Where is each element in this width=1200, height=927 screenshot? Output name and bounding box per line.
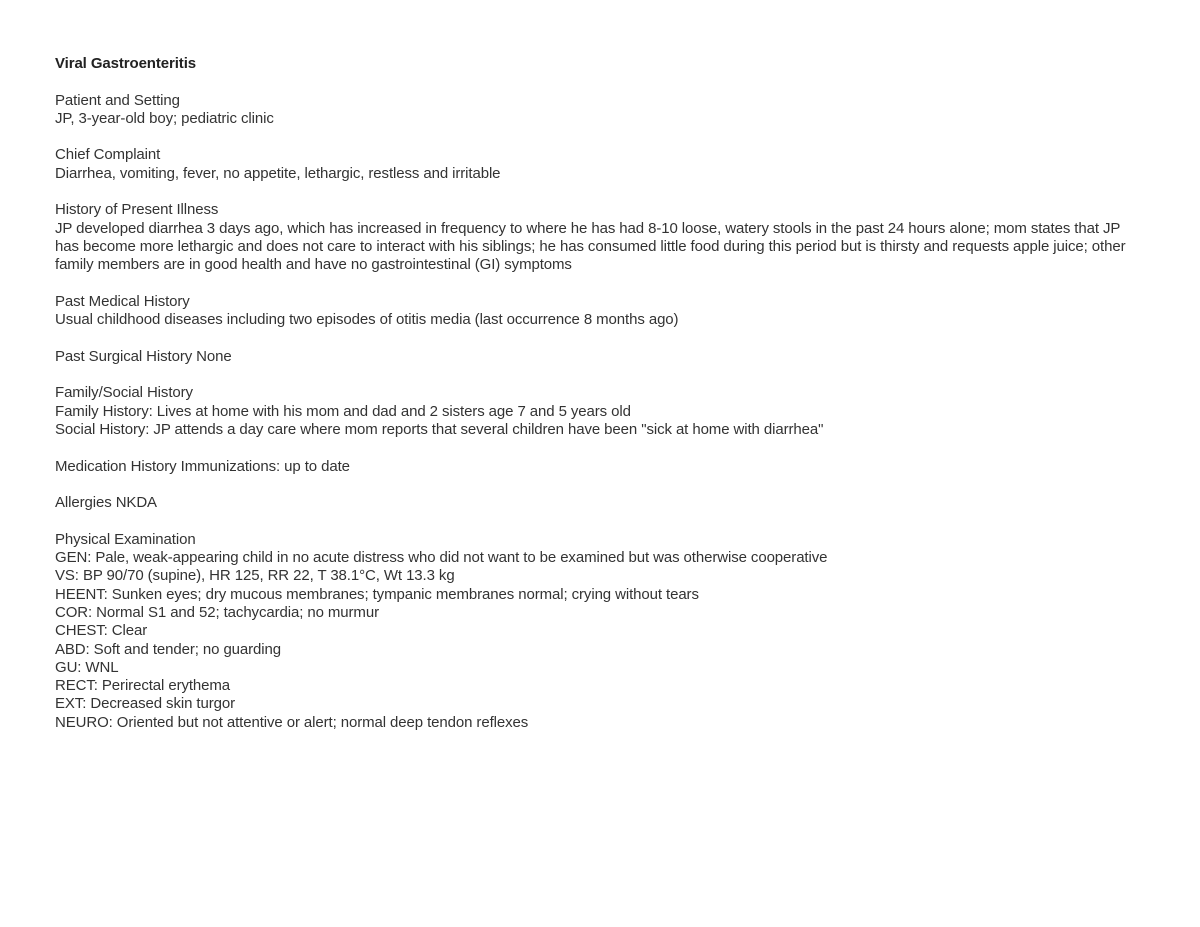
exam-cor: COR: Normal S1 and 52; tachycardia; no murmur: [55, 603, 379, 621]
section-family-social-history: [55, 384, 1145, 439]
exam-heent: HEENT: Sunken eyes; dry mucous membranes; tympanic membranes normal; crying without tears: [55, 585, 699, 603]
exam-vs: VS: BP 90/70 (supine), HR 125, RR 22, T 38.1°C, Wt 13.3 kg: [55, 567, 455, 585]
document-page: [55, 55, 1145, 750]
section-past-medical-history: [55, 293, 1145, 330]
section-past-surgical-history: [55, 348, 1145, 366]
section-text: Past Surgical History None: [55, 347, 232, 365]
exam-ext: EXT: Decreased skin turgor: [55, 695, 235, 713]
exam-abd: ABD: Soft and tender; no guarding: [55, 640, 282, 658]
section-allergies: [55, 494, 1145, 512]
section-heading: Chief Complaint: [55, 146, 161, 164]
exam-gen: GEN: Pale, weak-appearing child in no acute distress who did not want to be examined but was otherwise cooperative: [55, 549, 828, 567]
section-heading: History of Present Illness: [55, 201, 219, 219]
section-heading: Past Medical History: [55, 292, 190, 310]
section-chief-complaint: [55, 146, 1145, 183]
document-title: Viral Gastroenteritis: [55, 55, 197, 72]
section-text: Medication History Immunizations: up to date: [55, 457, 350, 475]
exam-chest: CHEST: Clear: [55, 622, 148, 640]
exam-rect: RECT: Perirectal erythema: [55, 677, 231, 695]
section-text: JP, 3-year-old boy; pediatric clinic: [55, 109, 274, 127]
section-text: Family History: Lives at home with his mom and dad and 2 sisters age 7 and 5 years old: [55, 402, 631, 420]
section-heading: Patient and Setting: [55, 91, 180, 109]
section-heading: Family/Social History: [55, 384, 193, 402]
exam-gu: GU: WNL: [55, 658, 119, 676]
section-text: Allergies NKDA: [55, 494, 157, 512]
section-text: Usual childhood diseases including two episodes of otitis media (last occurrence 8 months ago): [55, 311, 679, 329]
section-text: JP developed diarrhea 3 days ago, which has increased in frequency to where he has had 8-10 loose, watery stools in the past 24 hours alone; mom states that JP has become more lethargic and does not care to interact with his siblings; he has consumed little food during this period but is thirsty and requests apple juice; other family members are in good health and have no gastrointestinal (GI) symptoms: [55, 219, 1126, 274]
section-text: Social History: JP attends a day care where mom reports that several children have been "sick at home with diarrhea": [55, 420, 824, 438]
section-physical-examination: [55, 531, 1145, 732]
section-text: Diarrhea, vomiting, fever, no appetite, lethargic, restless and irritable: [55, 164, 501, 182]
section-heading: Physical Examination: [55, 530, 196, 548]
section-medication-history: [55, 458, 1145, 476]
section-patient-setting: [55, 92, 1145, 129]
exam-neuro: NEURO: Oriented but not attentive or alert; normal deep tendon reflexes: [55, 713, 529, 731]
section-history-present-illness: [55, 201, 1145, 274]
